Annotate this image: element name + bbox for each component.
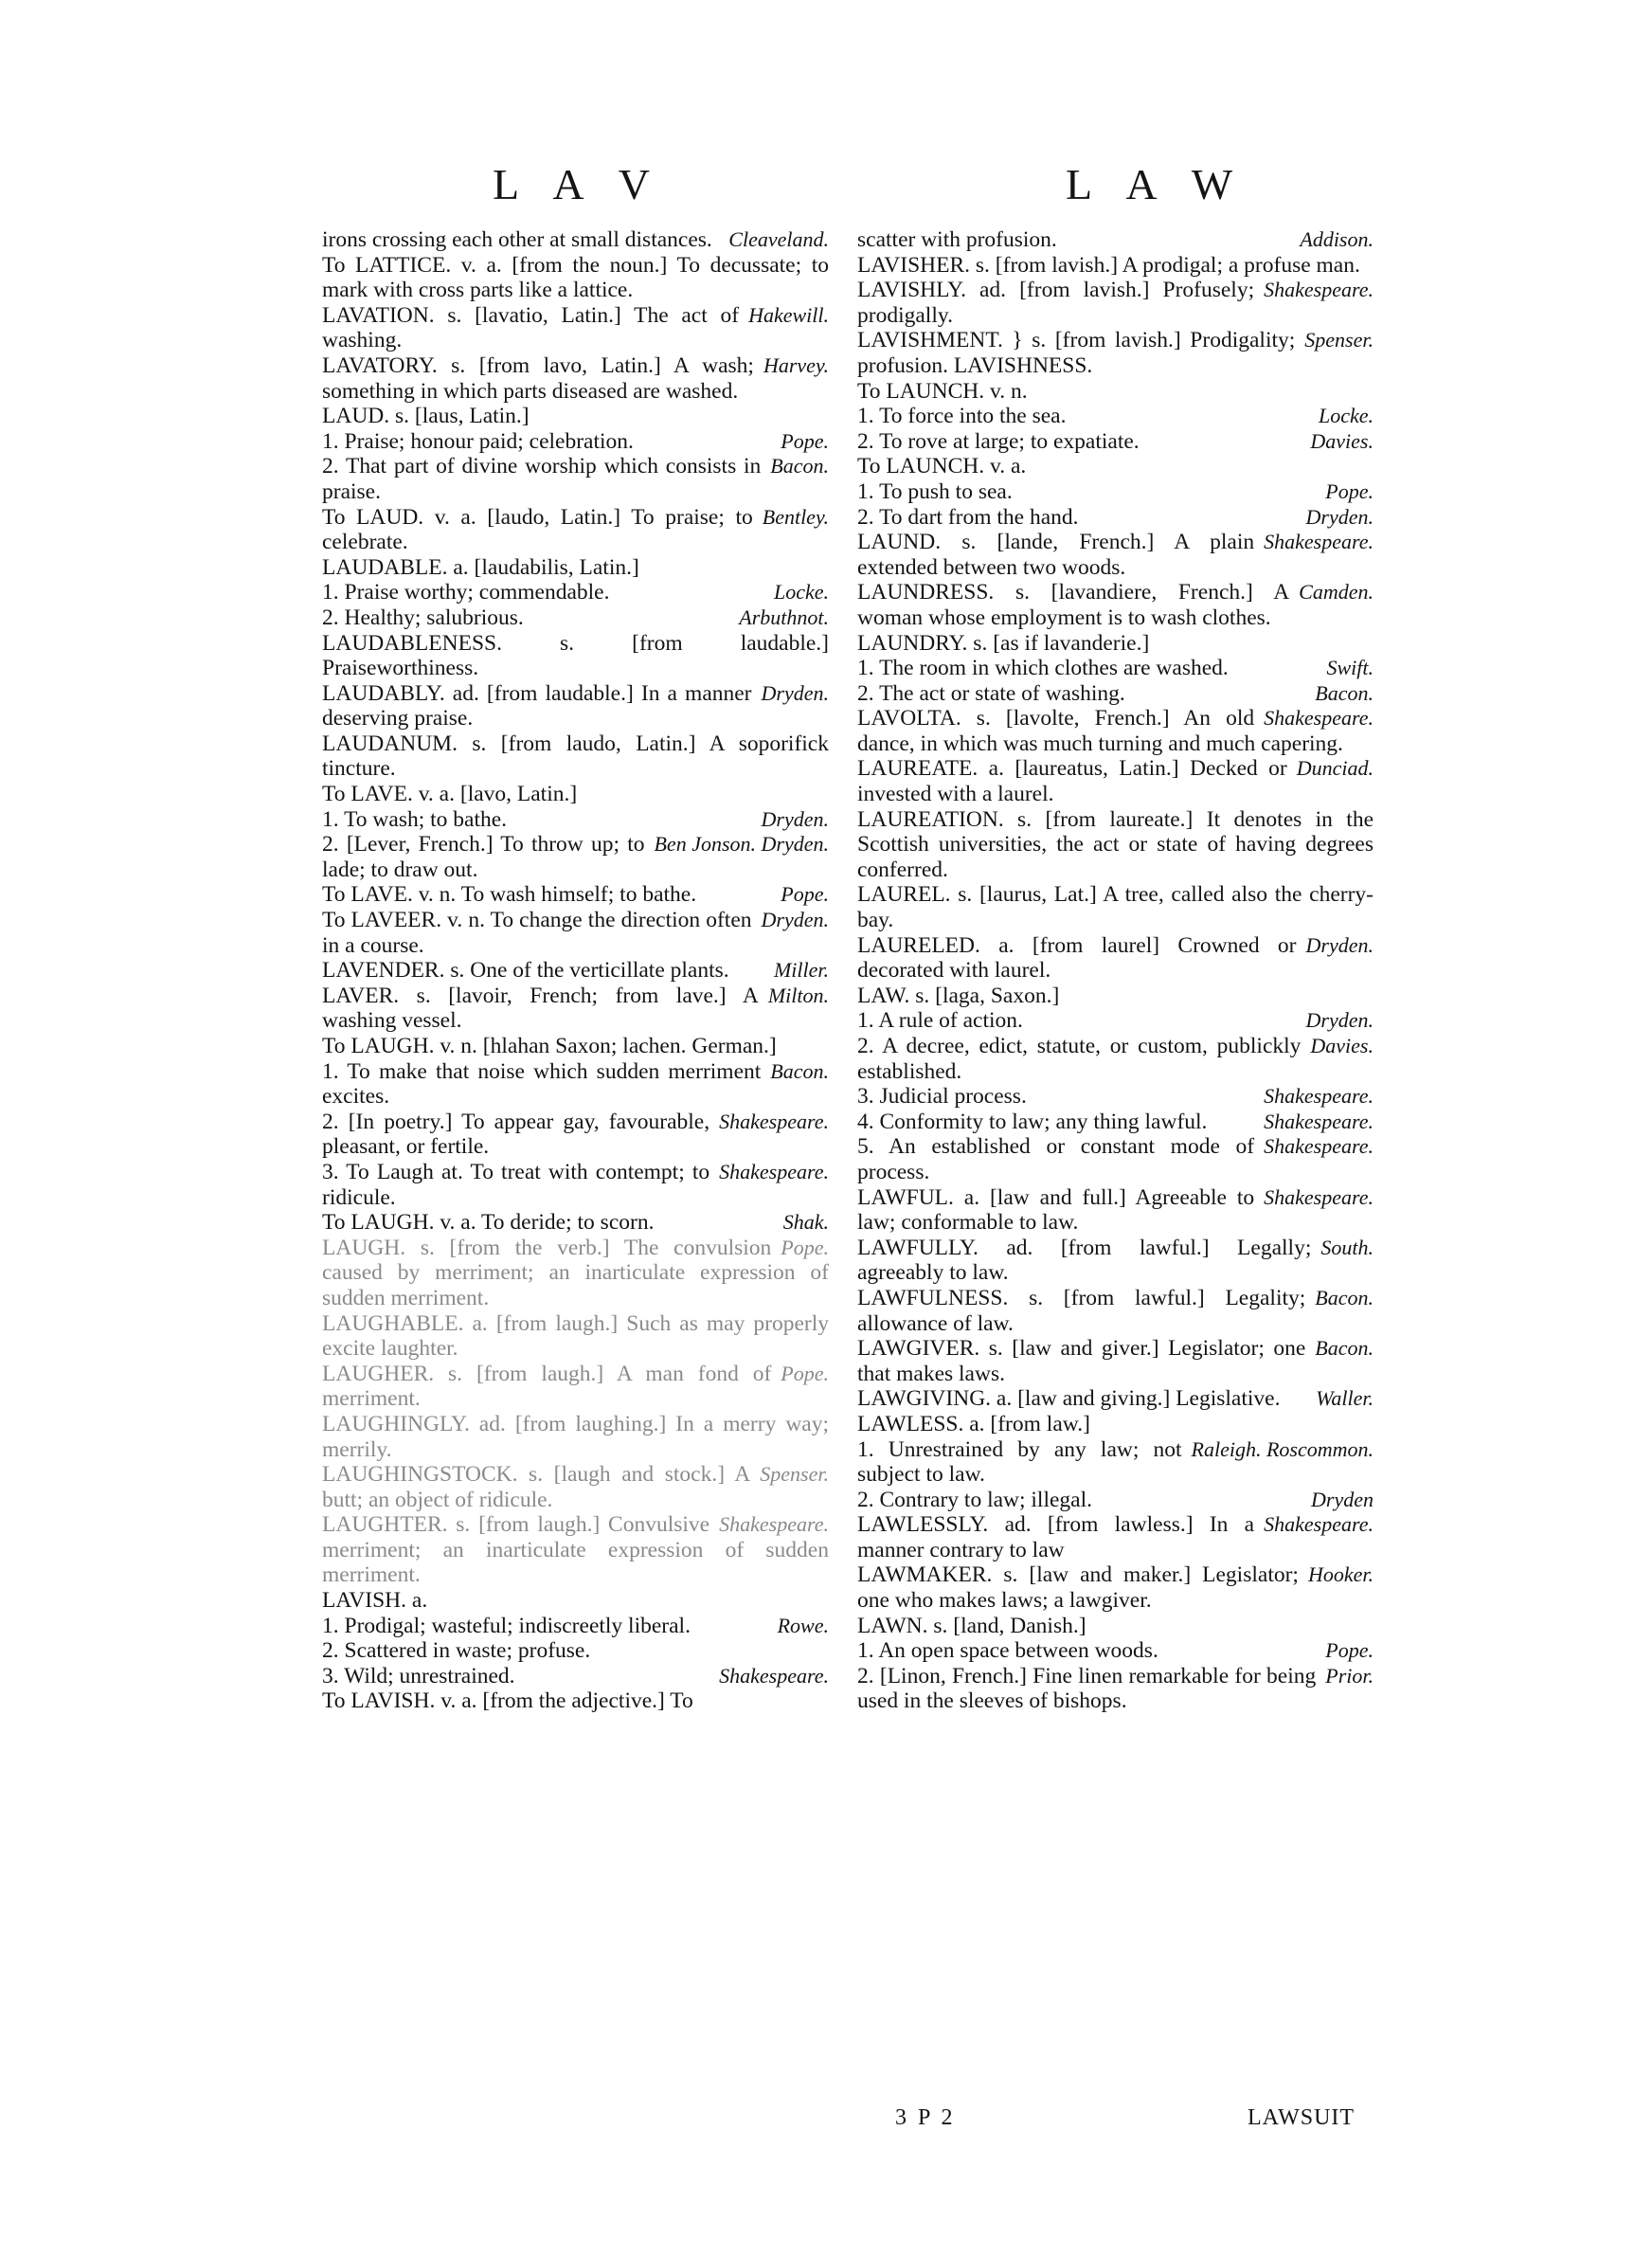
entry-source: Harvey. xyxy=(763,352,829,377)
entry-source: Bacon. xyxy=(770,1058,829,1083)
entry-text: To LAVE. v. n. To wash himself; to bathe. xyxy=(322,882,697,908)
entry-text: LAUDABLY. ad. [from laudable.] In a manner deserving praise. xyxy=(322,680,752,731)
entry-source: Davies. xyxy=(1310,428,1374,453)
dictionary-entry xyxy=(322,832,829,882)
entry-text: LAWFULNESS. s. [from lawful.] Legality; allowance of law. xyxy=(857,1285,1306,1336)
dictionary-entry xyxy=(857,1236,1374,1286)
entry-source: Shakespeare. xyxy=(1264,706,1374,731)
entry-source: Raleigh. Roscommon. xyxy=(1191,1436,1374,1461)
entry-source: Pope. xyxy=(781,882,829,907)
entry-text: LAWGIVER. s. [law and giver.] Legislator; one that makes laws. xyxy=(857,1336,1306,1386)
dictionary-entry xyxy=(857,1008,1374,1034)
dictionary-entry xyxy=(857,984,1374,1009)
dictionary-entry xyxy=(857,1084,1374,1110)
entry-text: scatter with profusion. xyxy=(857,227,1057,252)
dictionary-entry xyxy=(322,505,829,555)
running-head-right: L A W xyxy=(1066,160,1247,208)
entry-text: LAWFULLY. ad. [from lawful.] Legally; agreeably to law. xyxy=(857,1235,1312,1286)
right-column xyxy=(857,227,1374,1714)
dictionary-entry xyxy=(322,253,829,303)
dictionary-entry xyxy=(857,1336,1374,1386)
entry-text: 1. An open space between woods. xyxy=(857,1638,1158,1664)
entry-source: Hooker. xyxy=(1307,1562,1374,1587)
entry-text: 2. Healthy; salubrious. xyxy=(322,605,524,630)
entry-source: Shakespeare. xyxy=(719,1159,829,1183)
dictionary-entry xyxy=(322,631,829,681)
entry-text: To LAUGH. v. a. To deride; to scorn. xyxy=(322,1210,655,1236)
entry-source: Ben Jonson. Dryden. xyxy=(654,832,829,857)
dictionary-entry xyxy=(322,1588,829,1614)
entry-source: Spenser. xyxy=(760,1462,829,1487)
entry-source: Shakespeare. xyxy=(1264,278,1374,302)
dictionary-entry xyxy=(857,756,1374,806)
dictionary-entry xyxy=(857,882,1374,932)
dictionary-entry xyxy=(322,908,829,958)
entry-source: Prior. xyxy=(1325,1663,1374,1688)
entry-text: LAW. s. [laga, Saxon.] xyxy=(857,983,1060,1008)
entry-text: 2. [Linon, French.] Fine linen remarkable for being used in the sleeves of bishops. xyxy=(857,1663,1317,1714)
entry-text: 2. A decree, edict, statute, or custom, publickly established. xyxy=(857,1034,1302,1084)
entry-text: LAUREL. s. [laurus, Lat.] A tree, called also the cherry-bay. xyxy=(857,882,1374,933)
entry-text: LAUGHINGSTOCK. s. [laugh and stock.] A butt; an object of ridicule. xyxy=(322,1462,751,1512)
entry-source: Locke. xyxy=(773,580,829,605)
entry-text: LAUND. s. [lande, French.] A plain extended between two woods. xyxy=(857,530,1255,580)
entry-text: 5. An established or constant mode of process. xyxy=(857,1134,1255,1184)
entry-source: Dunciad. xyxy=(1296,756,1374,781)
dictionary-entry xyxy=(322,227,829,253)
dictionary-entry xyxy=(857,706,1374,756)
dictionary-entry xyxy=(857,1412,1374,1437)
entry-source: Dryden. xyxy=(1305,504,1374,529)
entry-text: 3. To Laugh at. To treat with contempt; to ridicule. xyxy=(322,1159,710,1210)
entry-source: South. xyxy=(1320,1235,1374,1259)
dictionary-entry xyxy=(857,1110,1374,1135)
entry-text: 2. [Lever, French.] To throw up; to lade; to draw out. xyxy=(322,832,645,882)
entry-text: LAUGH. s. [from the verb.] The convulsion caused by merriment; an inarticulate expression of sudden merriment. xyxy=(322,1235,829,1310)
entry-source: Shakespeare. xyxy=(1264,530,1374,554)
dictionary-entry xyxy=(857,1664,1374,1714)
entry-text: To LAVE. v. a. [lavo, Latin.] xyxy=(322,782,578,807)
dictionary-entry xyxy=(322,1462,829,1512)
dictionary-entry xyxy=(857,454,1374,479)
dictionary-entry xyxy=(322,1311,829,1362)
dictionary-entry xyxy=(857,429,1374,455)
dictionary-entry xyxy=(322,1160,829,1210)
dictionary-entry xyxy=(857,1488,1374,1513)
entry-text: LAUDABLENESS. s. [from laudable.] Praiseworthiness. xyxy=(322,630,829,681)
dictionary-entry xyxy=(322,1059,829,1110)
entry-source: Dryden. xyxy=(761,680,829,705)
entry-source: Milton. xyxy=(767,983,829,1007)
entry-source: Dryden. xyxy=(761,908,829,932)
dictionary-entry xyxy=(322,1210,829,1236)
dictionary-entry xyxy=(322,1110,829,1160)
entry-source: Bacon. xyxy=(1315,1285,1374,1309)
entry-text: LAWLESS. a. [from law.] xyxy=(857,1411,1090,1436)
entry-text: 1. To force into the sea. xyxy=(857,404,1067,429)
dictionary-entry xyxy=(322,1614,829,1639)
entry-text: LAVISH. a. xyxy=(322,1588,428,1614)
entry-source: Hakewill. xyxy=(748,302,829,327)
dictionary-entry xyxy=(322,807,829,833)
entry-text: LAUGHINGLY. ad. [from laughing.] In a merry way; merrily. xyxy=(322,1411,829,1462)
entry-text: 1. Unrestrained by any law; not subject to law. xyxy=(857,1436,1182,1488)
dictionary-entry xyxy=(857,278,1374,328)
dictionary-entry xyxy=(322,1362,829,1412)
entry-source: Camden. xyxy=(1299,580,1374,605)
entry-text: LAUREATE. a. [laureatus, Latin.] Decked or invested with a laurel. xyxy=(857,756,1287,807)
entry-text: To LAUD. v. a. [laudo, Latin.] To praise; to celebrate. xyxy=(322,504,753,555)
entry-text: LAUDANUM. s. [from laudo, Latin.] A soporifick tincture. xyxy=(322,731,829,782)
dictionary-entry xyxy=(857,253,1374,279)
dictionary-entry xyxy=(322,681,829,731)
dictionary-entry xyxy=(322,1664,829,1689)
entry-source: Shakespeare. xyxy=(719,1663,829,1688)
entry-text: LAVATION. s. [lavatio, Latin.] The act of washing. xyxy=(322,302,740,353)
dictionary-entry xyxy=(322,404,829,429)
entry-text: 1. To make that noise which sudden merriment excites. xyxy=(322,1058,762,1110)
running-head-left: L A V xyxy=(493,160,663,208)
dictionary-entry xyxy=(322,303,829,353)
entry-text: 2. [In poetry.] To appear gay, favourable, pleasant, or fertile. xyxy=(322,1109,710,1160)
catchword: LAWSUIT xyxy=(1248,2105,1356,2130)
dictionary-entry xyxy=(857,933,1374,984)
entry-text: 2. Contrary to law; illegal. xyxy=(857,1487,1093,1512)
entry-source: Shak. xyxy=(782,1210,829,1235)
entry-text: LAUGHABLE. a. [from laugh.] Such as may properly excite laughter. xyxy=(322,1310,829,1362)
signature-mark: 3 P 2 xyxy=(895,2105,956,2130)
entry-text: irons crossing each other at small distances. xyxy=(322,227,712,252)
entry-text: LAVATORY. s. [from lavo, Latin.] A wash; something in which parts diseased are washed. xyxy=(322,352,754,404)
entry-source: Shakespeare. xyxy=(1264,1134,1374,1159)
entry-text: LAUGHER. s. [from laugh.] A man fond of merriment. xyxy=(322,1361,772,1412)
entry-text: LAVISHER. s. [from lavish.] A prodigal; a profuse man. xyxy=(857,252,1360,278)
entry-source: Dryden xyxy=(1311,1487,1374,1511)
entry-text: 2. The act or state of washing. xyxy=(857,680,1125,706)
entry-text: 4. Conformity to law; any thing lawful. xyxy=(857,1109,1208,1134)
entry-source: Bentley. xyxy=(762,504,829,529)
entry-text: 1. To wash; to bathe. xyxy=(322,806,508,832)
entry-source: Spenser. xyxy=(1304,328,1374,352)
entry-source: Pope. xyxy=(1325,1638,1374,1663)
entry-text: LAUDABLE. a. [laudabilis, Latin.] xyxy=(322,554,639,580)
dictionary-entry xyxy=(857,1386,1374,1412)
entry-text: 2. That part of divine worship which consists in praise. xyxy=(322,454,762,504)
entry-source: Arbuthnot. xyxy=(739,605,829,629)
entry-source: Miller. xyxy=(773,958,829,983)
left-column xyxy=(322,227,829,1714)
entry-source: Bacon. xyxy=(1315,680,1374,705)
entry-text: LAUREATION. s. [from laureate.] It denotes in the Scottish universities, the act or state of having degrees conferred. xyxy=(857,806,1374,882)
entry-text: LAWLESSLY. ad. [from lawless.] In a manner contrary to law xyxy=(857,1512,1255,1562)
entry-text: To LAVISH. v. a. [from the adjective.] To xyxy=(322,1688,693,1714)
entry-text: LAUD. s. [laus, Latin.] xyxy=(322,404,530,429)
entry-text: 2. To rove at large; to expatiate. xyxy=(857,428,1140,454)
dictionary-entry xyxy=(322,454,829,504)
dictionary-entry xyxy=(857,631,1374,657)
dictionary-entry xyxy=(857,530,1374,580)
entry-text: 3. Judicial process. xyxy=(857,1084,1027,1110)
entry-text: LAWMAKER. s. [law and maker.] Legislator; one who makes laws; a lawgiver. xyxy=(857,1562,1299,1614)
dictionary-entry xyxy=(322,882,829,908)
entry-source: Shakespeare. xyxy=(1264,1512,1374,1537)
dictionary-entry xyxy=(322,605,829,631)
entry-text: 1. Praise; honour paid; celebration. xyxy=(322,428,634,454)
dictionary-entry xyxy=(857,328,1374,378)
entry-source: Waller. xyxy=(1316,1386,1374,1411)
entry-text: LAVOLTA. s. [lavolte, French.] An old dance, in which was much turning and much capering. xyxy=(857,706,1343,756)
dictionary-entry xyxy=(857,1512,1374,1562)
entry-text: 1. To push to sea. xyxy=(857,478,1013,504)
entry-source: Bacon. xyxy=(1315,1336,1374,1361)
dictionary-entry xyxy=(322,580,829,605)
dictionary-entry xyxy=(857,479,1374,505)
entry-text: To LAUNCH. v. n. xyxy=(857,378,1028,404)
entry-text: LAVENDER. s. One of the verticillate plants. xyxy=(322,958,729,984)
dictionary-entry xyxy=(857,1437,1374,1488)
dictionary-entry xyxy=(322,1236,829,1311)
dictionary-entry xyxy=(322,1512,829,1588)
dictionary-entry xyxy=(857,681,1374,707)
dictionary-entry xyxy=(322,429,829,455)
dictionary-entry xyxy=(857,379,1374,405)
entry-source: Davies. xyxy=(1310,1034,1374,1057)
entry-source: Pope. xyxy=(781,428,829,453)
entry-source: Bacon. xyxy=(770,454,829,478)
dictionary-entry xyxy=(322,353,829,404)
entry-source: Shakespeare. xyxy=(1264,1184,1374,1209)
entry-source: Shakespeare. xyxy=(719,1512,829,1537)
entry-source: Pope. xyxy=(781,1235,829,1259)
entry-source: Dryden. xyxy=(1305,1008,1374,1033)
dictionary-entry xyxy=(857,1185,1374,1236)
entry-source: Dryden. xyxy=(761,806,829,831)
entry-text: LAVER. s. [lavoir, French; from lave.] A washing vessel. xyxy=(322,983,759,1034)
entry-text: To LAUNCH. v. a. xyxy=(857,454,1027,479)
entry-text: LAWFUL. a. [law and full.] Agreeable to law; conformable to law. xyxy=(857,1184,1255,1236)
dictionary-entry xyxy=(857,1638,1374,1664)
entry-source: Cleaveland. xyxy=(728,227,829,251)
entry-source: Rowe. xyxy=(777,1613,829,1637)
dictionary-entry xyxy=(857,1286,1374,1336)
entry-text: LAWGIVING. a. [law and giving.] Legislative. xyxy=(857,1386,1281,1412)
dictionary-entry xyxy=(857,580,1374,630)
entry-text: LAURELED. a. [from laurel] Crowned or decorated with laurel. xyxy=(857,932,1297,984)
dictionary-entry xyxy=(322,1412,829,1462)
dictionary-entry xyxy=(857,1134,1374,1184)
dictionary-entry xyxy=(857,1034,1374,1084)
entry-text: 2. Scattered in waste; profuse. xyxy=(322,1638,591,1664)
entry-source: Addison. xyxy=(1300,227,1374,251)
dictionary-entry xyxy=(322,958,829,984)
dictionary-entry xyxy=(322,1638,829,1664)
entry-source: Shakespeare. xyxy=(1264,1109,1374,1133)
entry-source: Locke. xyxy=(1318,404,1374,428)
dictionary-entry xyxy=(857,404,1374,429)
entry-text: 1. Praise worthy; commendable. xyxy=(322,580,610,605)
dictionary-entry xyxy=(857,227,1374,253)
entry-text: 2. To dart from the hand. xyxy=(857,504,1079,530)
dictionary-entry xyxy=(322,984,829,1034)
entry-text: LAUGHTER. s. [from laugh.] Convulsive merriment; an inarticulate expression of sudden merriment. xyxy=(322,1512,829,1588)
entry-text: LAVISHLY. ad. [from lavish.] Profusely; prodigally. xyxy=(857,278,1255,328)
entry-source: Swift. xyxy=(1326,656,1374,680)
entry-source: Dryden. xyxy=(1305,932,1374,957)
dictionary-entry xyxy=(322,555,829,581)
entry-text: 1. A rule of action. xyxy=(857,1008,1023,1034)
entry-text: 1. Prodigal; wasteful; indiscreetly liberal. xyxy=(322,1613,691,1638)
entry-text: LAUNDRY. s. [as if lavanderie.] xyxy=(857,630,1150,656)
entry-text: LAWN. s. [land, Danish.] xyxy=(857,1613,1086,1638)
dictionary-entry xyxy=(322,731,829,782)
dictionary-entry xyxy=(857,1614,1374,1639)
dictionary-entry xyxy=(322,1034,829,1059)
dictionary-entry xyxy=(322,1688,829,1714)
entry-text: To LAUGH. v. n. [hlahan Saxon; lachen. German.] xyxy=(322,1034,777,1058)
dictionary-entry xyxy=(857,505,1374,531)
entry-text: 1. The room in which clothes are washed. xyxy=(857,656,1229,681)
entry-source: Shakespeare. xyxy=(719,1109,829,1133)
entry-source: Pope. xyxy=(1325,478,1374,503)
entry-text: To LATTICE. v. a. [from the noun.] To decussate; to mark with cross parts like a lattice. xyxy=(322,252,829,303)
entry-text: LAUNDRESS. s. [lavandiere, French.] A woman whose employment is to wash clothes. xyxy=(857,580,1290,630)
dictionary-entry xyxy=(322,782,829,807)
entry-text: LAVISHMENT. } s. [from lavish.] Prodigality; profusion. LAVISHNESS. xyxy=(857,328,1296,378)
dictionary-entry xyxy=(857,656,1374,681)
entry-text: To LAVEER. v. n. To change the direction often in a course. xyxy=(322,908,752,958)
dictionary-entry xyxy=(857,807,1374,883)
entry-source: Pope. xyxy=(781,1361,829,1385)
dictionary-entry xyxy=(857,1562,1374,1613)
entry-text: 3. Wild; unrestrained. xyxy=(322,1663,515,1688)
entry-source: Shakespeare. xyxy=(1264,1084,1374,1109)
